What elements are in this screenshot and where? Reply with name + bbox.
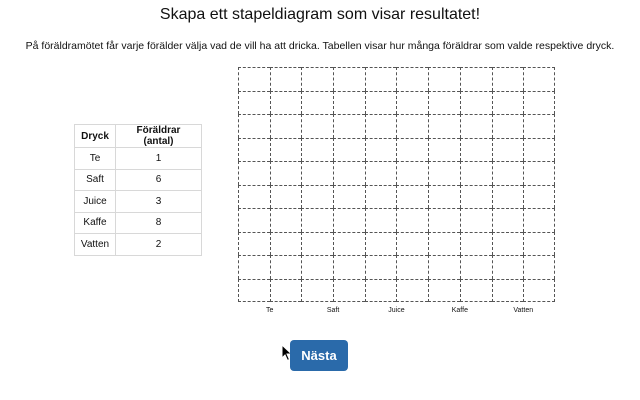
x-label-juice: Juice (388, 307, 405, 314)
grid-cell[interactable] (460, 161, 492, 185)
grid-cell[interactable] (523, 67, 555, 91)
grid-cell[interactable] (428, 232, 460, 256)
grid-cell[interactable] (333, 232, 365, 256)
grid-cell[interactable] (365, 114, 397, 138)
grid-cell[interactable] (460, 255, 492, 279)
table-row (75, 212, 202, 234)
grid-cell[interactable] (523, 91, 555, 115)
grid-cell[interactable] (492, 138, 524, 162)
grid-cell[interactable] (301, 185, 333, 209)
grid-cell[interactable] (428, 185, 460, 209)
grid-cell[interactable] (238, 67, 270, 91)
grid-cell[interactable] (238, 232, 270, 256)
grid-cell[interactable] (301, 67, 333, 91)
next-button[interactable]: Nästa (290, 340, 348, 371)
grid-cell[interactable] (333, 255, 365, 279)
grid-cell[interactable] (301, 114, 333, 138)
grid-cell[interactable] (396, 185, 428, 209)
grid-cell[interactable] (238, 91, 270, 115)
count-cell: 8 (116, 212, 202, 234)
grid-cell[interactable] (428, 91, 460, 115)
grid-cell[interactable] (365, 67, 397, 91)
header-antal: Föräldrar (antal) (116, 125, 202, 148)
grid-cell[interactable] (396, 161, 428, 185)
grid-cell[interactable] (333, 208, 365, 232)
grid-cell[interactable] (365, 138, 397, 162)
grid-cell[interactable] (333, 161, 365, 185)
grid-cell[interactable] (460, 138, 492, 162)
page-title: Skapa ett stapeldiagram som visar resultatet! (159, 6, 481, 23)
grid-cell[interactable] (238, 208, 270, 232)
grid-cell[interactable] (333, 279, 365, 303)
grid-cell[interactable] (301, 161, 333, 185)
grid-cell[interactable] (396, 91, 428, 115)
grid-cell[interactable] (301, 138, 333, 162)
grid-cell[interactable] (460, 208, 492, 232)
grid-cell[interactable] (365, 208, 397, 232)
grid-cell[interactable] (460, 91, 492, 115)
grid-cell[interactable] (428, 161, 460, 185)
grid-cell[interactable] (333, 67, 365, 91)
grid-cell[interactable] (365, 232, 397, 256)
grid-cell[interactable] (238, 161, 270, 185)
grid-cell[interactable] (492, 185, 524, 209)
grid-cell[interactable] (238, 279, 270, 303)
count-cell: 1 (116, 148, 202, 170)
grid-cell[interactable] (333, 114, 365, 138)
grid-cell[interactable] (492, 114, 524, 138)
grid-cell[interactable] (365, 161, 397, 185)
grid-cell[interactable] (492, 67, 524, 91)
grid-cell[interactable] (238, 255, 270, 279)
grid-cell[interactable] (270, 279, 302, 303)
grid-cell[interactable] (270, 185, 302, 209)
grid-cell[interactable] (492, 279, 524, 303)
grid-cell[interactable] (301, 255, 333, 279)
grid-cell[interactable] (428, 208, 460, 232)
grid-cell[interactable] (460, 185, 492, 209)
grid-cell[interactable] (270, 114, 302, 138)
grid-cell[interactable] (428, 67, 460, 91)
grid-cell[interactable] (523, 232, 555, 256)
grid-cell[interactable] (492, 161, 524, 185)
grid-cell[interactable] (270, 91, 302, 115)
instructions-text: På föräldramötet får varje förälder välja vad de vill ha att dricka. Tabellen visar hur många föräldrar som valde respektive dryck. (25, 40, 615, 52)
x-label-kaffe: Kaffe (451, 307, 468, 314)
grid-cell[interactable] (396, 208, 428, 232)
grid-cell[interactable] (523, 208, 555, 232)
grid-cell[interactable] (460, 114, 492, 138)
grid-cell[interactable] (492, 255, 524, 279)
bar-chart-area (238, 67, 555, 314)
grid-cell[interactable] (523, 185, 555, 209)
grid-cell[interactable] (270, 138, 302, 162)
bar-chart-grid[interactable] (238, 67, 555, 302)
grid-cell[interactable] (270, 208, 302, 232)
grid-cell[interactable] (396, 232, 428, 256)
header-dryck: Dryck (75, 125, 116, 148)
grid-cell[interactable] (523, 114, 555, 138)
grid-cell[interactable] (428, 114, 460, 138)
drinks-table (74, 124, 202, 256)
grid-cell[interactable] (523, 279, 555, 303)
grid-cell[interactable] (396, 138, 428, 162)
drink-cell: Kaffe (75, 212, 116, 234)
table-row (75, 191, 202, 213)
grid-cell[interactable] (333, 91, 365, 115)
table-header-row (75, 125, 202, 148)
drink-cell: Te (75, 148, 116, 170)
grid-cell[interactable] (365, 279, 397, 303)
x-label-vatten: Vatten (513, 307, 534, 314)
drink-cell: Saft (75, 169, 116, 191)
grid-cell[interactable] (460, 67, 492, 91)
grid-cell[interactable] (333, 138, 365, 162)
drink-cell: Juice (75, 191, 116, 213)
grid-cell[interactable] (396, 67, 428, 91)
grid-cell[interactable] (333, 185, 365, 209)
grid-cell[interactable] (238, 138, 270, 162)
grid-cell[interactable] (301, 232, 333, 256)
grid-cell[interactable] (428, 138, 460, 162)
grid-cell[interactable] (365, 255, 397, 279)
grid-cell[interactable] (301, 279, 333, 303)
grid-cell[interactable] (238, 185, 270, 209)
x-label-saft: Saft (326, 307, 340, 314)
grid-cell[interactable] (492, 232, 524, 256)
grid-cell[interactable] (365, 185, 397, 209)
drink-cell: Vatten (75, 234, 116, 256)
count-cell: 3 (116, 191, 202, 213)
grid-cell[interactable] (270, 161, 302, 185)
grid-cell[interactable] (270, 255, 302, 279)
grid-cell[interactable] (523, 255, 555, 279)
grid-cell[interactable] (460, 232, 492, 256)
grid-cell[interactable] (270, 67, 302, 91)
table-row (75, 148, 202, 170)
grid-cell[interactable] (365, 91, 397, 115)
count-cell: 6 (116, 169, 202, 191)
grid-cell[interactable] (396, 114, 428, 138)
grid-cell[interactable] (428, 279, 460, 303)
grid-cell[interactable] (301, 91, 333, 115)
grid-cell[interactable] (396, 279, 428, 303)
grid-cell[interactable] (301, 208, 333, 232)
grid-cell[interactable] (523, 138, 555, 162)
x-label-te: Te (265, 307, 274, 314)
grid-cell[interactable] (492, 208, 524, 232)
table-row (75, 234, 202, 256)
x-axis-labels (238, 307, 555, 314)
grid-cell[interactable] (428, 255, 460, 279)
table-row (75, 169, 202, 191)
grid-cell[interactable] (492, 91, 524, 115)
grid-cell[interactable] (238, 114, 270, 138)
grid-cell[interactable] (270, 232, 302, 256)
grid-cell[interactable] (396, 255, 428, 279)
count-cell: 2 (116, 234, 202, 256)
grid-cell[interactable] (523, 161, 555, 185)
grid-cell[interactable] (460, 279, 492, 303)
